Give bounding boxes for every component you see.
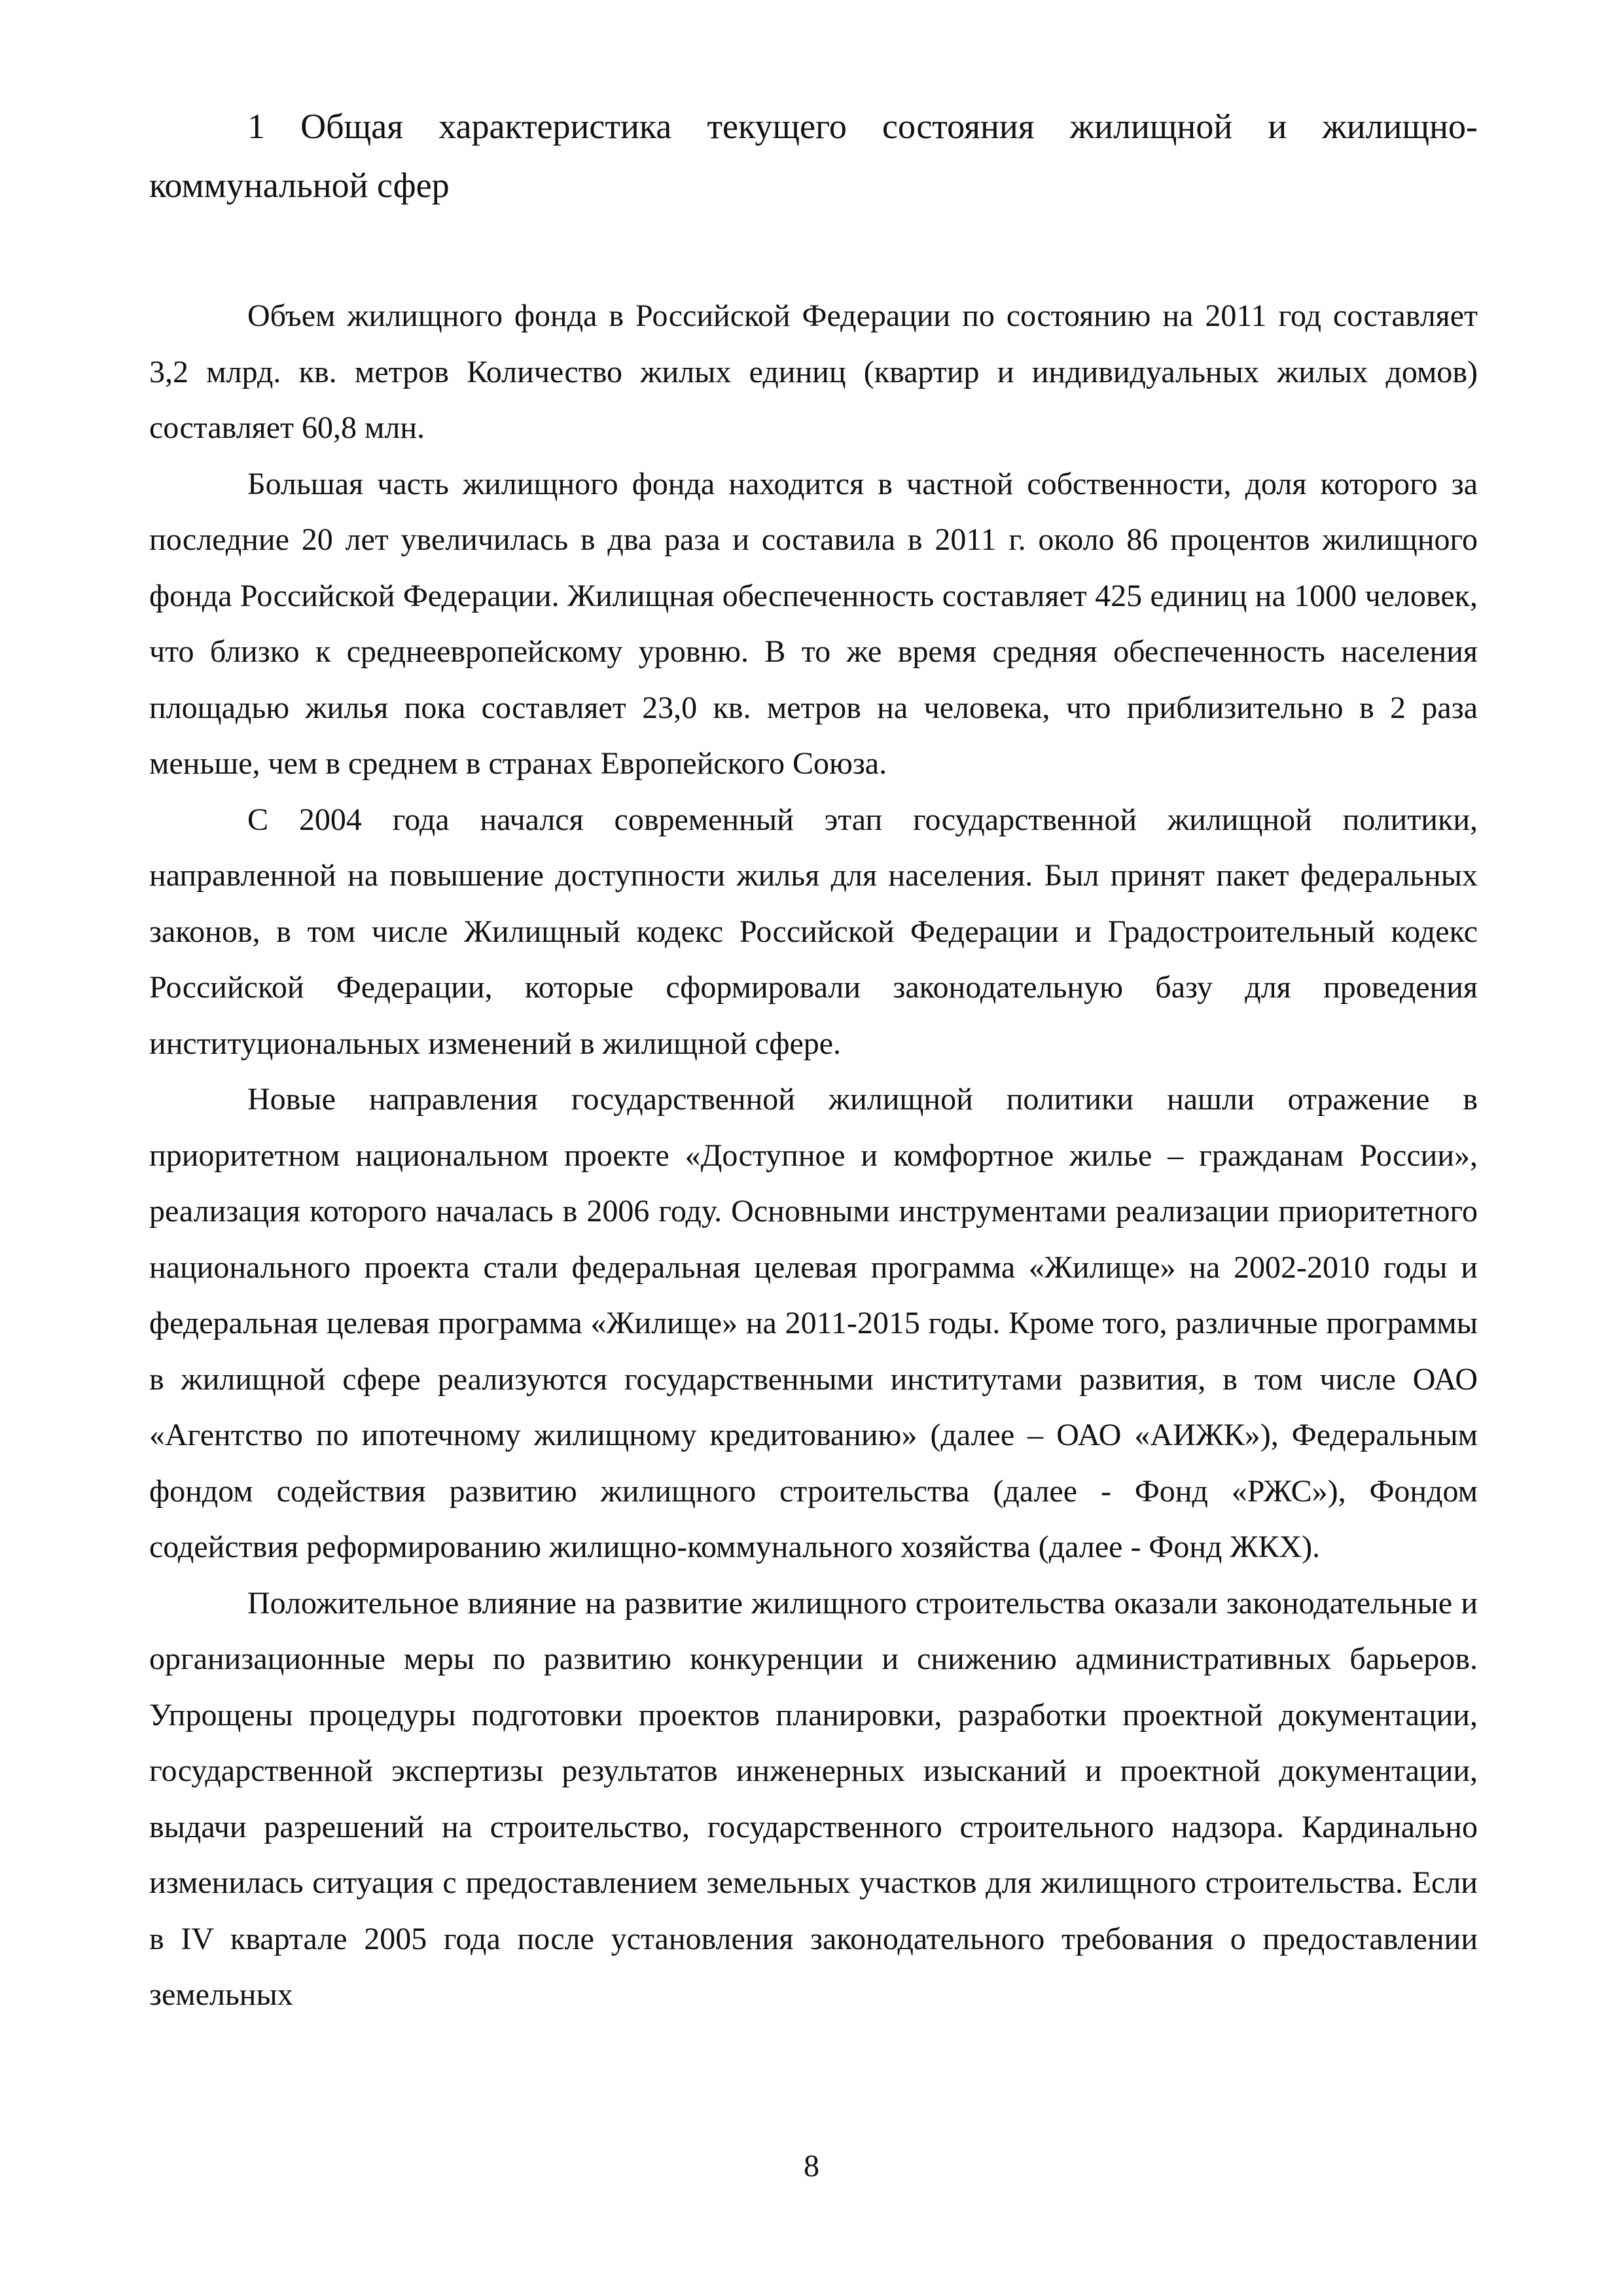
paragraph-housing-volume: Объем жилищного фонда в Российской Федерации по состоянию на 2011 год составляет 3,2 млрд. кв. метров Количество жилых единиц (квартир и индивидуальных жилых домов) составляет 60,8 млн. — [149, 298, 1478, 445]
paragraph-national-project: Новые направления государственной жилищной политики нашли отражение в приоритетном национальном проекте «Доступное и комфортное жилье – гражданам России», реализация которого началась в 2006 году. Основными инструментами реализации приоритетного национального проекта стали федеральная целевая программа «Жилище» на 2002-2010 годы и федеральная целевая программа «Жилище» на 2011-2015 годы. Кроме того, различные программы в жилищной сфере реализуются государственными институтами развития, в том числе ОАО «Агентство по ипотечному жилищному кредитованию» (далее – ОАО «АИЖК»), Федеральным фондом содействия развитию жилищного строительства (далее - Фонд «РЖС»), Фондом содействия реформированию жилищно-коммунального хозяйства (далее - Фонд ЖКХ). — [149, 1082, 1478, 1564]
paragraph-private-ownership: Большая часть жилищного фонда находится в частной собственности, доля которого за последние 20 лет увеличилась в два раза и составила в 2011 г. около 86 процентов жилищного фонда Российской Федерации. Жилищная обеспеченность составляет 425 единиц на 1000 человек, что близко к среднеевропейскому уровню. В то же время средняя обеспеченность населения площадью жилья пока составляет 23,0 кв. метров на человека, что приблизительно в 2 раза меньше, чем в среднем в странах Европейского Союза. — [149, 466, 1478, 781]
section-heading: 1 Общая характеристика текущего состояния жилищной и жилищно-коммунальной сфер — [149, 107, 1478, 205]
paragraph-housing-policy: С 2004 года начался современный этап государственной жилищной политики, направленной на повышение доступности жилья для населения. Был принят пакет федеральных законов, в том числе Жилищный кодекс Российской Федерации и Градостроительный кодекс Российской Федерации, которые сформировали законодательную базу для проведения институциональных изменений в жилищной сфере. — [149, 802, 1478, 1061]
body-text — [149, 288, 1478, 2023]
paragraph-regulatory-measures: Положительное влияние на развитие жилищного строительства оказали законодательные и организационные меры по развитию конкуренции и снижению административных барьеров. Упрощены процедуры подготовки проектов планировки, разработки проектной документации, государственной экспертизы результатов инженерных изысканий и проектной документации, выдачи разрешений на строительство, государственного строительного надзора. Кардинально изменилась ситуация с предоставлением земельных участков для жилищного строительства. Если в IV квартале 2005 года после установления законодательного требования о предоставлении земельных — [149, 1585, 1478, 2012]
page-number: 8 — [804, 2149, 819, 2183]
